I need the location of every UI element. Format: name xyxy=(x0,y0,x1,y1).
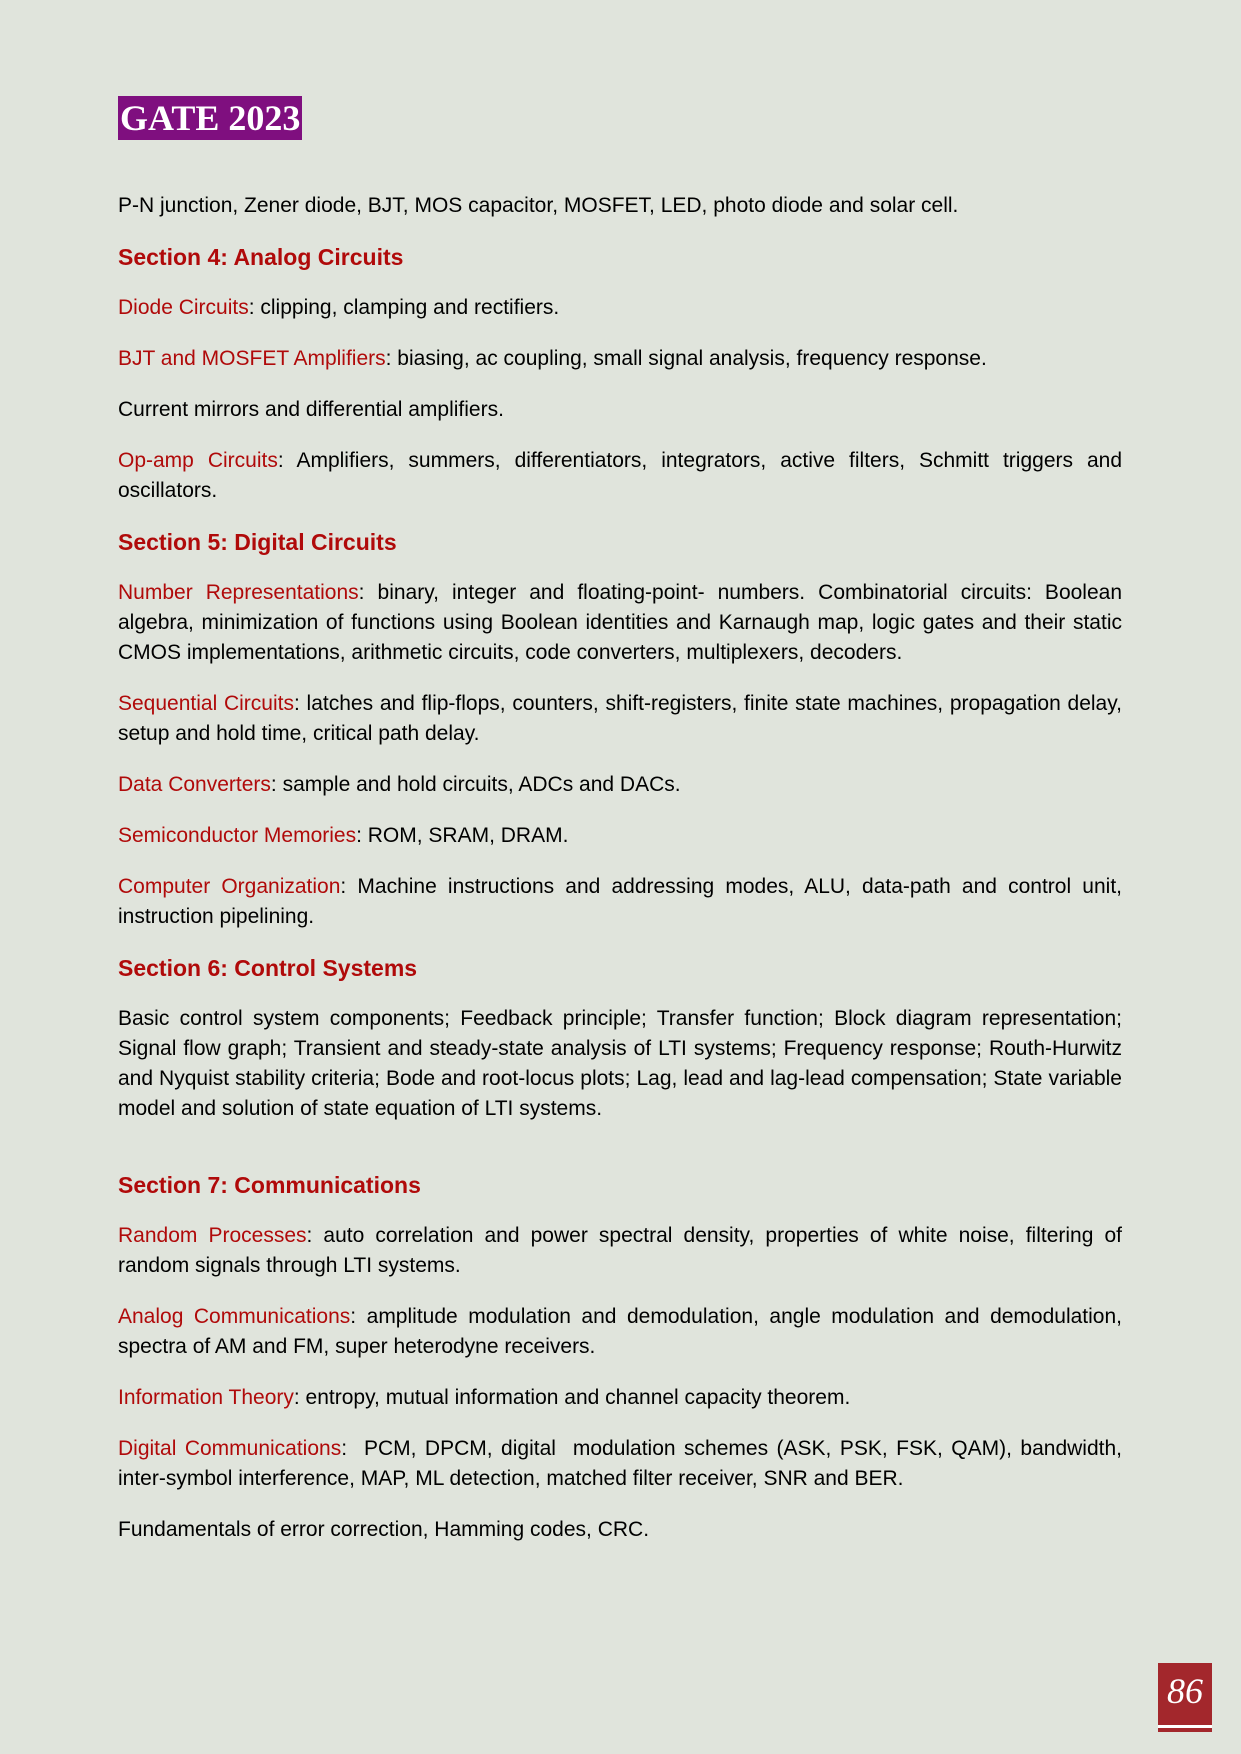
topic-paragraph xyxy=(118,689,1122,749)
topic-term: BJT and MOSFET Amplifiers xyxy=(118,347,386,370)
topic-paragraph xyxy=(118,344,1122,374)
syllabus-content xyxy=(118,191,1128,1566)
topic-paragraph xyxy=(118,821,1122,851)
topic-paragraph xyxy=(118,1515,1122,1545)
topic-description: Fundamentals of error correction, Hamming codes, CRC. xyxy=(118,1518,650,1541)
topic-description: : Amplifiers, summers, differentiators, integrators, active filters, Schmitt triggers and oscillators. xyxy=(118,449,1122,502)
topic-paragraph xyxy=(118,578,1122,668)
topic-term: Number Representations xyxy=(118,581,359,604)
topic-paragraph xyxy=(118,872,1122,932)
topic-description: : Machine instructions and addressing modes, ALU, data-path and control unit, instruction pipelining. xyxy=(118,875,1122,928)
section-7-heading: Section 7: Communications xyxy=(118,1172,421,1198)
topic-paragraph xyxy=(118,770,1122,800)
topic-term: Op-amp Circuits xyxy=(118,449,278,472)
topic-description: : clipping, clamping and rectifiers. xyxy=(248,296,560,319)
topic-paragraph xyxy=(118,1434,1128,1494)
section-4-heading: Section 4: Analog Circuits xyxy=(118,244,404,270)
topic-term: Digital Communications xyxy=(118,1437,342,1460)
topic-term: Sequential Circuits xyxy=(118,692,294,715)
topic-paragraph xyxy=(118,1302,1122,1362)
topic-description: : auto correlation and power spectral density, properties of white noise, filtering of random signals through LTI systems. xyxy=(118,1224,1122,1277)
topic-description: : entropy, mutual information and channel capacity theorem. xyxy=(293,1386,851,1409)
topic-term: Diode Circuits xyxy=(118,296,249,319)
topic-description: : latches and flip-flops, counters, shift-registers, finite state machines, propagation delay, setup and hold time, critical path delay. xyxy=(118,692,1122,745)
topic-term: Data Converters xyxy=(118,773,271,796)
topic-term: Computer Organization xyxy=(118,875,341,898)
section-6-body: Basic control system components; Feedback principle; Transfer function; Block diagram representation; Signal flow graph; Transient and steady-state analysis of LTI systems; Frequency response; Routh-Hurwitz and Nyquist stability criteria; Bode and root-locus plots; Lag, lead and lag-lead compensation; State variable model and solution of state equation of LTI systems. xyxy=(118,1007,1122,1120)
topic-paragraph xyxy=(118,1383,1122,1413)
topic-description: : binary, integer and floating-point- numbers. Combinatorial circuits: Boolean algebra, minimization of functions using Boolean identities and Karnaugh map, logic gates and their static CMOS implementations, arithmetic circuits, code converters, multiplexers, decoders. xyxy=(118,581,1123,664)
topic-description: : biasing, ac coupling, small signal analysis, frequency response. xyxy=(385,347,987,370)
document-header-badge: GATE 2023 xyxy=(120,98,301,138)
section-6-heading: Section 6: Control Systems xyxy=(118,955,418,981)
page-number: 86 xyxy=(1158,1663,1212,1728)
intro-paragraph: P-N junction, Zener diode, BJT, MOS capacitor, MOSFET, LED, photo diode and solar cell. xyxy=(118,194,959,217)
topic-description: : sample and hold circuits, ADCs and DACs. xyxy=(270,773,681,796)
topic-description: : amplitude modulation and demodulation, angle modulation and demodulation, spectra of AM and FM, super heterodyne receivers. xyxy=(118,1305,1123,1358)
topic-paragraph xyxy=(118,1221,1122,1281)
topic-paragraph xyxy=(118,446,1122,506)
topic-term: Random Processes xyxy=(118,1224,307,1247)
topic-term: Semiconductor Memories xyxy=(118,824,357,847)
topic-paragraph xyxy=(118,293,1122,323)
topic-paragraph xyxy=(118,395,1122,425)
topic-description: : ROM, SRAM, DRAM. xyxy=(356,824,569,847)
section-5-heading: Section 5: Digital Circuits xyxy=(118,529,397,555)
topic-description: Current mirrors and differential amplifiers. xyxy=(118,398,504,421)
topic-term: Analog Communications xyxy=(118,1305,351,1328)
topic-description: : PCM, DPCM, digital modulation schemes (ASK, PSK, FSK, QAM), bandwidth, inter-symbol interference, MAP, ML detection, matched filter receiver, SNR and BER. xyxy=(118,1437,1128,1490)
topic-term: Information Theory xyxy=(118,1386,294,1409)
